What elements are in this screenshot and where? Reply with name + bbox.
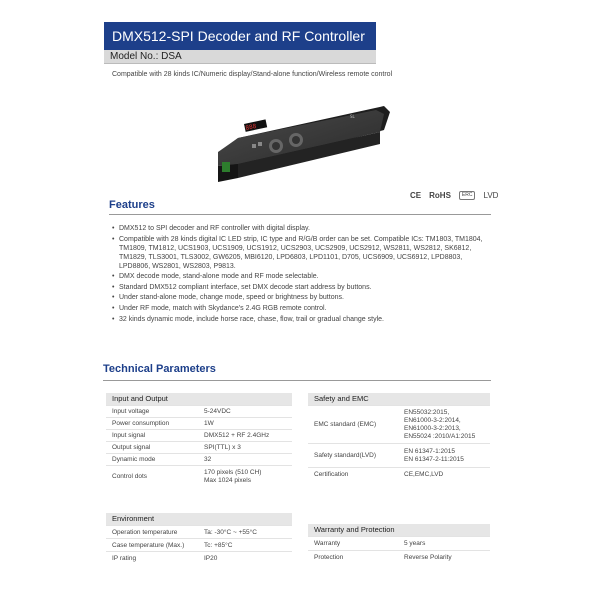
features-heading: Features (109, 199, 155, 211)
env-label: Operation temperature (106, 526, 198, 539)
ce-mark: CE (410, 191, 422, 200)
safety-label: Certification (308, 468, 398, 482)
safety-emc-table (308, 393, 490, 482)
io-value: 5-24VDC (198, 406, 292, 418)
warranty-label: Protection (308, 551, 398, 565)
io-label: Control dots (106, 466, 198, 488)
feature-item: • Compatible with 28 kinds digital IC LED strip, IC type and R/G/B order can be set. Compatible ICs: TM1803, TM1804, TM1809, TM1812, UCS1903, UCS1909, UCS1912, UCS2903, UCS2909, UCS2912, WS2811, WS2812, SK6812, TM1829, TLS3001, TLS3002, GW6205, MBI6120, LPD6803, LPD1101, D705, UCS6909, UCS6912, LPD8803, LPD8806, WS2801, WS2803, P9813. (112, 235, 483, 270)
technical-divider (103, 380, 491, 381)
features-list (112, 224, 488, 325)
feature-item: • 32 kinds dynamic mode, include horse race, chase, flow, trail or gradual change style. (112, 315, 384, 323)
io-value: SPI(TTL) x 3 (198, 442, 292, 454)
environment-title: Environment (106, 513, 292, 525)
feature-item: • Standard DMX512 compliant interface, set DMX decode start address by buttons. (112, 283, 372, 291)
warranty-value: Reverse Polarity (398, 551, 490, 565)
lvd-mark: LVD (483, 191, 499, 200)
io-label: Input signal (106, 430, 198, 442)
erc-mark: ERC (459, 191, 476, 200)
features-divider (109, 214, 491, 215)
io-value: 32 (198, 454, 292, 466)
env-value: IP20 (198, 552, 292, 565)
feature-item: • DMX decode mode, stand-alone mode and RF mode selectable. (112, 273, 319, 281)
compatibility-line: Compatible with 28 kinds IC/Numeric display/Stand-alone function/Wireless remote control (112, 71, 393, 78)
technical-parameters-heading: Technical Parameters (103, 363, 216, 375)
feature-item: • Under RF mode, match with Skydance's 2.4G RGB remote control. (112, 304, 327, 312)
io-value: 170 pixels (510 CH) Max 1024 pixels (198, 466, 292, 488)
environment-table (106, 513, 292, 565)
warranty-title: Warranty and Protection (308, 524, 490, 536)
io-value: DMX512 + RF 2.4GHz (198, 430, 292, 442)
io-label: Output signal (106, 442, 198, 454)
device-brand-mark: SL (350, 114, 355, 119)
rohs-mark: RoHS (429, 191, 451, 200)
io-label: Input voltage (106, 406, 198, 418)
feature-item: • Under stand-alone mode, change mode, speed or brightness by buttons. (112, 294, 344, 302)
model-number: Model No.: DSA (104, 50, 376, 64)
safety-label: EMC standard (EMC) (308, 406, 398, 444)
device-display-digits: 888 (244, 122, 258, 132)
safety-value: EN 61347-1:2015 EN 61347-2-11:2015 (398, 444, 490, 468)
safety-value: CE,EMC,LVD (398, 468, 490, 482)
io-value: 1W (198, 418, 292, 430)
io-label: Power consumption (106, 418, 198, 430)
io-label: Dynamic mode (106, 454, 198, 466)
input-output-title: Input and Output (106, 393, 292, 405)
warranty-table (308, 524, 490, 565)
env-value: Ta: -30°C ~ +55°C (198, 526, 292, 539)
safety-label: Safety standard(LVD) (308, 444, 398, 468)
warranty-label: Warranty (308, 537, 398, 551)
env-label: IP rating (106, 552, 198, 565)
input-output-table (106, 393, 292, 488)
env-label: Case temperature (Max.) (106, 539, 198, 552)
safety-value: EN55032:2015, EN61000-3-2:2014, EN61000-3-2:2013, EN55024 :2010/A1:2015 (398, 406, 490, 444)
certification-marks (410, 191, 498, 200)
product-image (208, 92, 392, 198)
document-title: DMX512-SPI Decoder and RF Controller (104, 22, 376, 50)
warranty-value: 5 years (398, 537, 490, 551)
safety-emc-title: Safety and EMC (308, 393, 490, 405)
feature-item: • DMX512 to SPI decoder and RF controller with digital display. (112, 225, 310, 232)
env-value: Tc: +85°C (198, 539, 292, 552)
